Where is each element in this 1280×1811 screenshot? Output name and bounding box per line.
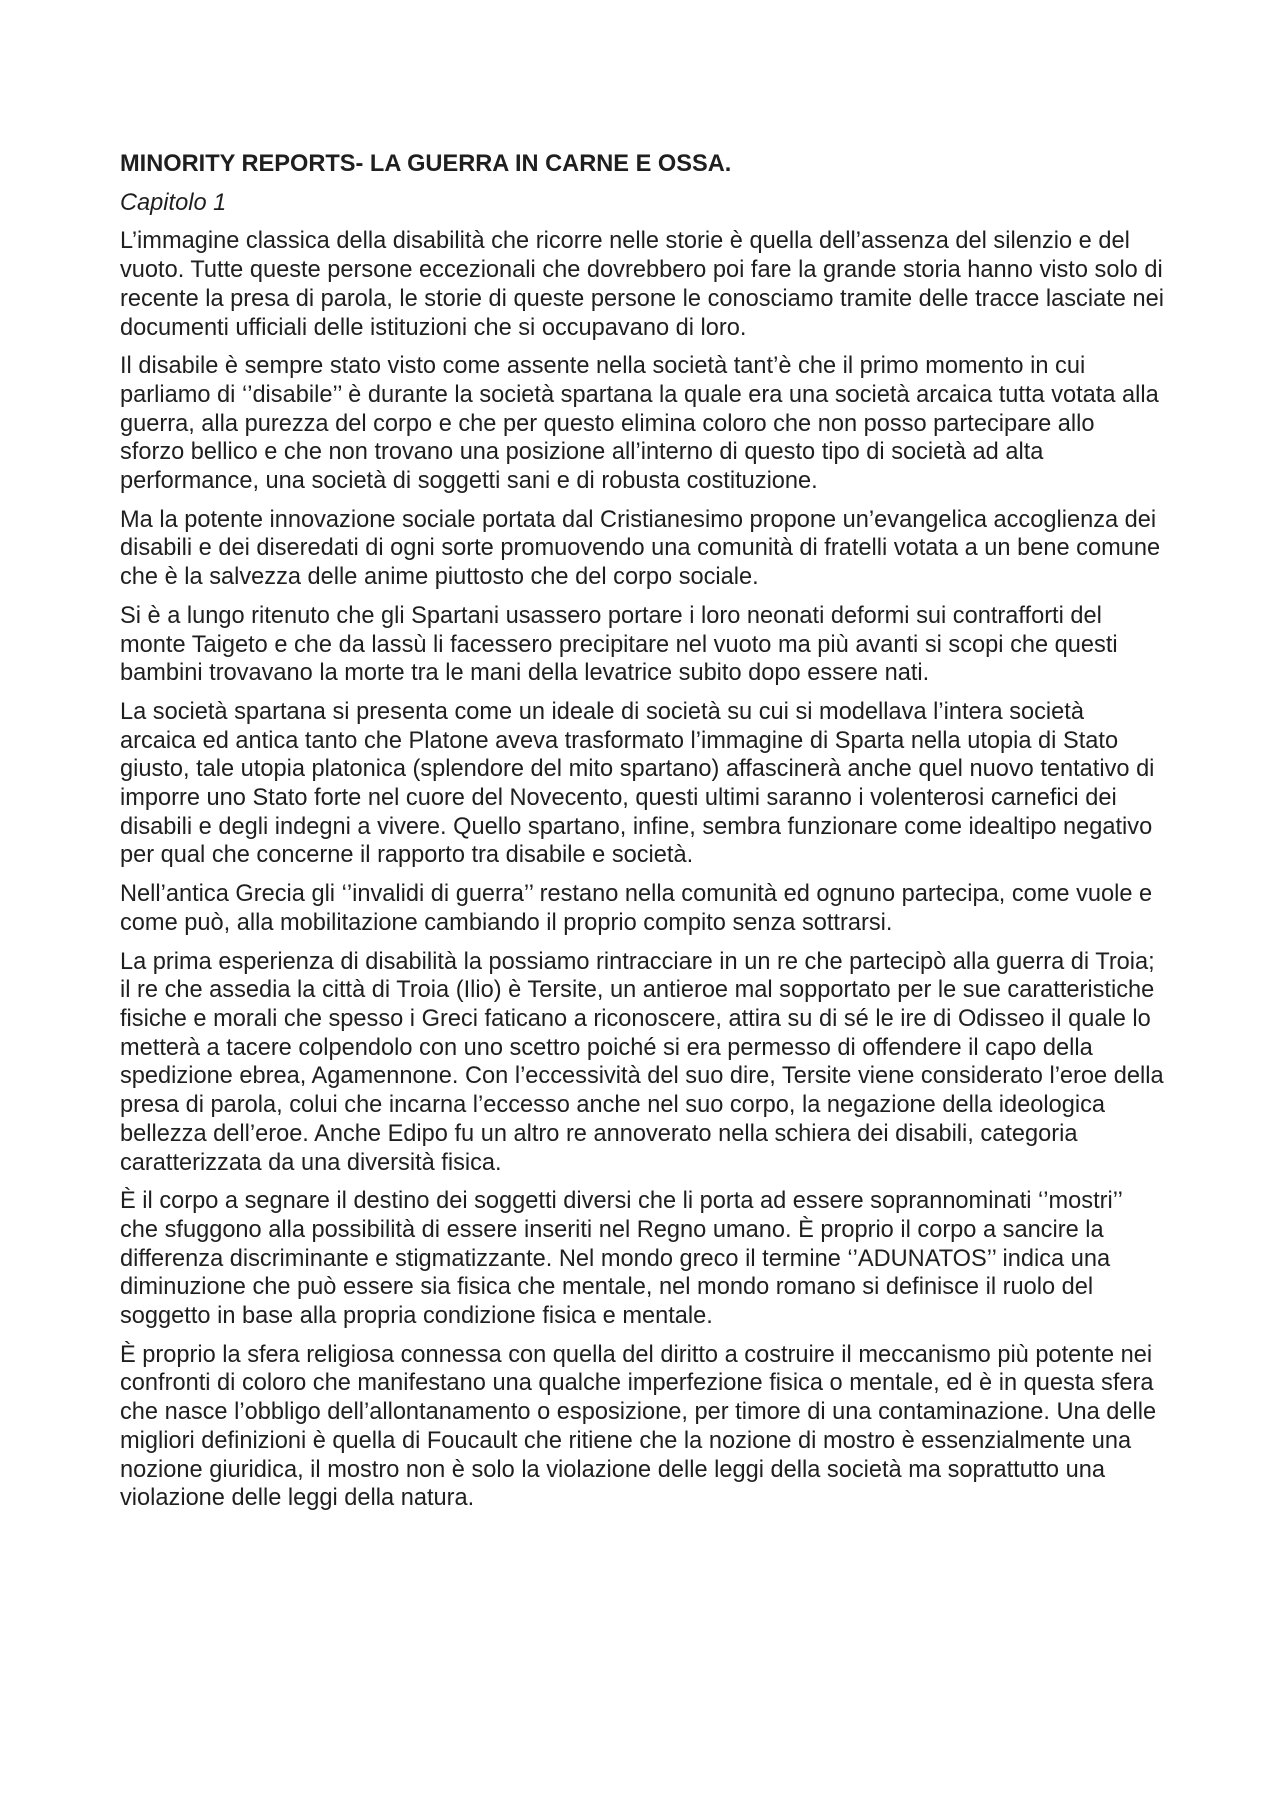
chapter-heading: Capitolo 1 (120, 189, 227, 216)
paragraph: Il disabile è sempre stato visto come assente nella società tant’è che il primo momento in cui parliamo di ‘’disabile’’ è durante la società spartana la quale era una società arcaica tutta votata alla guerra, alla purezza del corpo e che per questo elimina coloro che non posso partecipare allo sforzo bellico e che non trovano una posizione all’interno di questo tipo di società ad alta performance, una società di soggetti sani e di robusta costituzione. (120, 353, 1159, 495)
paragraph: Si è a lungo ritenuto che gli Spartani usassero portare i loro neonati deformi sui contrafforti del monte Taigeto e che da lassù li facessero precipitare nel vuoto ma più avanti si scopi che questi bambini trovavano la morte tra le mani della levatrice subito dopo essere nati. (120, 602, 1118, 687)
paragraph: Ma la potente innovazione sociale portata dal Cristianesimo propone un’evangelica accoglienza dei disabili e dei diseredati di ogni sorte promuovendo una comunità di fratelli votata a un bene comune che è la salvezza delle anime piuttosto che del corpo sociale. (120, 506, 1161, 591)
paragraph: È il corpo a segnare il destino dei soggetti diversi che li porta ad essere soprannominati ‘’mostri’’ che sfuggono alla possibilità di essere inseriti nel Regno umano. È proprio il corpo a sancire la differenza discriminante e stigmatizzante. Nel mondo greco il termine ‘’ADUNATOS’’ indica una diminuzione che può essere sia fisica che mentale, nel mondo romano si definisce il ruolo del soggetto in base alla propria condizione fisica e mentale. (120, 1188, 1122, 1330)
paragraph: Nell’antica Grecia gli ‘’invalidi di guerra’’ restano nella comunità ed ognuno partecipa, come vuole e come può, alla mobilitazione cambiando il proprio compito senza sottrarsi. (120, 881, 1153, 936)
document-body (120, 150, 1165, 1523)
paragraph: La società spartana si presenta come un ideale di società su cui si modellava l’intera società arcaica ed antica tanto che Platone aveva trasformato l’immagine di Sparta nella utopia di Stato giusto, tale utopia platonica (splendore del mito spartano) affascinerà anche quel nuovo tentativo di imporre uno Stato forte nel cuore del Novecento, questi ultimi saranno i volenterosi carnefici dei disabili e degli indegni a vivere. Quello spartano, infine, sembra funzionare come idealtipo negativo per qual che concerne il rapporto tra disabile e società. (120, 698, 1155, 869)
paragraph: È proprio la sfera religiosa connessa con quella del diritto a costruire il meccanismo più potente nei confronti di coloro che manifestano una qualche imperfezione fisica o mentale, ed è in questa sfera che nasce l’obbligo dell’allontanamento o esposizione, per timore di una contaminazione. Una delle migliori definizioni è quella di Foucault che ritiene che la nozione di mostro è essenzialmente una nozione giuridica, il mostro non è solo la violazione delle leggi della società ma soprattutto una violazione delle leggi della natura. (120, 1341, 1157, 1512)
document-title: MINORITY REPORTS- LA GUERRA IN CARNE E OSSA. (120, 151, 732, 177)
paragraph: L’immagine classica della disabilità che ricorre nelle storie è quella dell’assenza del silenzio e del vuoto. Tutte queste persone eccezionali che dovrebbero poi fare la grande storia hanno visto solo di recente la presa di parola, le storie di queste persone le conosciamo tramite delle tracce lasciate nei documenti ufficiali delle istituzioni che si occupavano di loro. (120, 228, 1164, 341)
paragraph: La prima esperienza di disabilità la possiamo rintracciare in un re che partecipò alla guerra di Troia; il re che assedia la città di Troia (Ilio) è Tersite, un antieroe mal sopportato per le sue caratteristiche fisiche e morali che spesso i Greci faticano a riconoscere, attira su di sé le ire di Odisseo il quale lo metterà a tacere colpendolo con uno scettro poiché si era permesso di offendere il capo della spedizione ebrea, Agamennone. Con l’eccessività del suo dire, Tersite viene considerato l’eroe della presa di parola, colui che incarna l’eccesso anche nel suo corpo, la negazione della ideologica bellezza dell’eroe. Anche Edipo fu un altro re annoverato nella schiera dei disabili, categoria caratterizzata da una diversità fisica. (120, 948, 1164, 1176)
